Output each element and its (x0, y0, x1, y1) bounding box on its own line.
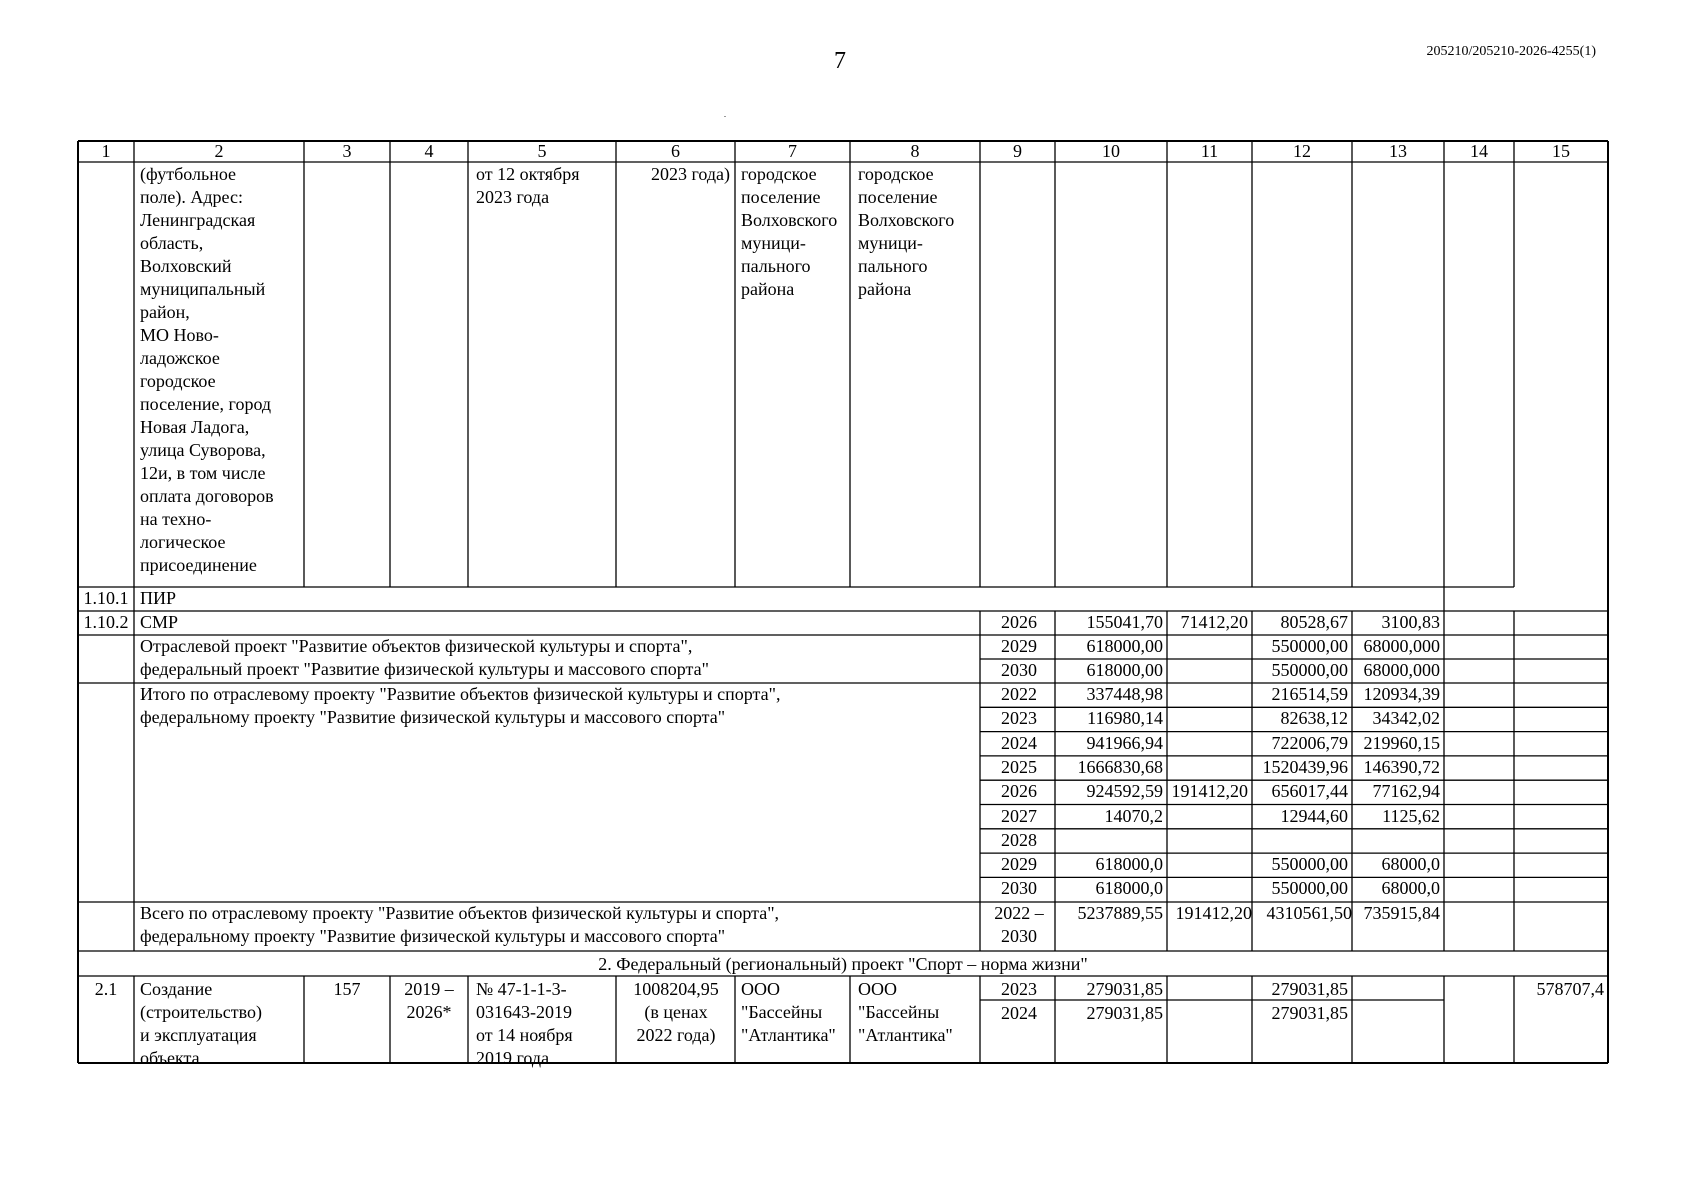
row21-year-c10-0: 279031,85 (1086, 979, 1163, 999)
itogo-row-c12-5: 12944,60 (1280, 805, 1348, 826)
itogo-row-c12-0: 216514,59 (1271, 684, 1348, 704)
itogo-row-c13-0: 120934,39 (1363, 684, 1440, 704)
header-col-15: 15 (1552, 141, 1570, 161)
sector-project-label: Отраслевой проект "Развитие объектов физической культуры и спорта", федеральный проект "Развитие физической культуры и массового спорта" (140, 636, 709, 679)
document-id: 205210/205210-2026-4255(1) (1426, 44, 1596, 59)
smr-year: 2026 (1001, 612, 1037, 632)
itogo-row-c12-8: 550000,00 (1271, 878, 1348, 899)
vsego-total: 5237889,55 (1077, 903, 1163, 923)
sector-row-c12-0: 550000,00 (1271, 636, 1348, 656)
header-col-6: 6 (671, 141, 680, 161)
header-col-13: 13 (1389, 141, 1407, 161)
sector-row-c12-1: 550000,00 (1271, 660, 1348, 680)
header-col-9: 9 (1013, 141, 1022, 161)
itogo-row-year-6: 2028 (1001, 829, 1037, 850)
header-col-4: 4 (424, 141, 434, 161)
page-number: 7 (834, 48, 846, 74)
itogo-row-c12-4: 656017,44 (1271, 781, 1348, 802)
itogo-row-c10-7: 618000,0 (1095, 854, 1163, 875)
row-2-1-col15: 578707,4 (1536, 979, 1604, 999)
row-2-1-estimate: 1008204,95 (в ценах 2022 года) (633, 979, 719, 1045)
itogo-row-c10-8: 618000,0 (1095, 878, 1163, 899)
row21-year-c10-1: 279031,85 (1086, 1003, 1163, 1023)
itogo-row-c10-5: 14070,2 (1104, 805, 1163, 826)
smr-number: 1.10.2 (83, 612, 129, 632)
section-2-heading: 2. Федеральный (региональный) проект "Спорт – норма жизни" (598, 954, 1088, 974)
row21-year-year-1: 2024 (1001, 1003, 1037, 1023)
itogo-row-c12-3: 1520439,96 (1262, 756, 1348, 777)
sector-row-c10-0: 618000,00 (1086, 636, 1163, 656)
pir-number: 1.10.1 (83, 588, 129, 608)
itogo-row-year-2: 2024 (1001, 732, 1037, 753)
itogo-row-c10-2: 941966,94 (1086, 732, 1163, 753)
itogo-label: Итого по отраслевому проекту "Развитие объектов физической культуры и спорта", федеральному проекту "Развитие физической культуры и массового спорта" (140, 684, 781, 727)
itogo-row-c10-4: 924592,59 (1086, 781, 1163, 802)
itogo-row-c12-7: 550000,00 (1271, 854, 1348, 875)
itogo-row-year-0: 2022 (1001, 684, 1037, 704)
sector-row-c10-1: 618000,00 (1086, 660, 1163, 680)
smr-regional: 80528,67 (1280, 612, 1348, 632)
sector-row-c13-1: 68000,000 (1363, 660, 1440, 680)
row-2-1-capacity: 157 (333, 979, 361, 999)
smr-label: СМР (140, 612, 179, 632)
vsego-federal: 191412,20 (1175, 903, 1252, 923)
row-2-1-developer: ООО "Бассейны "Атлантика" (858, 979, 953, 1045)
itogo-row-year-4: 2026 (1001, 781, 1037, 802)
itogo-row-year-5: 2027 (1001, 805, 1037, 826)
itogo-row-c11-4: 191412,20 (1171, 781, 1248, 802)
budget-table (78, 141, 1608, 1068)
header-col-8: 8 (910, 141, 920, 161)
vsego-years: 2022 – 2030 (994, 903, 1044, 946)
sector-row-year-1: 2030 (1001, 660, 1037, 680)
developer-cell: городское поселение Волховского муници- пального района (858, 164, 955, 299)
customer-cell: городское поселение Волховского муници- пального района (741, 164, 838, 299)
sector-row-year-0: 2029 (1001, 636, 1037, 656)
row21-year-c12-0: 279031,85 (1271, 979, 1348, 999)
itogo-row-c10-1: 116980,14 (1087, 708, 1163, 729)
itogo-row-year-3: 2025 (1001, 756, 1037, 777)
header-col-5: 5 (537, 141, 547, 161)
itogo-row-c13-3: 146390,72 (1363, 756, 1440, 777)
scan-speck (724, 116, 726, 117)
itogo-row-year-7: 2029 (1001, 854, 1037, 875)
itogo-row-c12-2: 722006,79 (1271, 732, 1348, 753)
header-col-1: 1 (101, 141, 111, 161)
itogo-row-c13-4: 77162,94 (1372, 781, 1440, 802)
header-col-3: 3 (342, 141, 352, 161)
row-2-1-description: Создание (строительство) и эксплуатация объекта (140, 979, 262, 1068)
itogo-row-c13-2: 219960,15 (1363, 732, 1440, 753)
itogo-row-year-1: 2023 (1001, 708, 1037, 729)
header-col-10: 10 (1102, 141, 1120, 161)
itogo-row-c13-7: 68000,0 (1381, 854, 1440, 875)
expertise-date-cell: от 12 октября 2023 года (476, 164, 580, 207)
smr-federal: 71412,20 (1180, 612, 1248, 632)
header-col-12: 12 (1293, 141, 1311, 161)
row21-year-year-0: 2023 (1001, 979, 1037, 999)
row-2-1-years: 2019 – 2026* (404, 979, 454, 1022)
vsego-regional: 4310561,50 (1266, 903, 1352, 923)
itogo-row-c13-5: 1125,62 (1382, 805, 1440, 826)
vsego-label: Всего по отраслевому проекту "Развитие объектов физической культуры и спорта", федеральному проекту "Развитие физической культуры и массового спорта" (140, 903, 780, 946)
itogo-row-c13-8: 68000,0 (1381, 878, 1440, 899)
header-col-11: 11 (1200, 141, 1219, 161)
itogo-row-c10-3: 1666830,68 (1077, 756, 1163, 777)
pir-label: ПИР (140, 588, 177, 608)
itogo-row-year-8: 2030 (1001, 878, 1037, 899)
itogo-row-c10-0: 337448,98 (1086, 684, 1163, 704)
header-col-7: 7 (788, 141, 797, 161)
smr-total: 155041,70 (1086, 612, 1163, 632)
header-col-2: 2 (214, 141, 224, 161)
smr-local: 3100,83 (1381, 612, 1440, 632)
row-2-1-expertise: № 47-1-1-3- 031643-2019 от 14 ноября 2019 года (476, 979, 573, 1068)
vsego-local: 735915,84 (1363, 903, 1440, 923)
header-col-14: 14 (1470, 141, 1488, 161)
object-description-cell: (футбольное поле). Адрес: Ленинградская область, Волховский муниципальный район, МО Ново- ладожское городское поселение, город Новая Ладога, улица Суворова, 12и, в том числе оплата договоров на техно- логическое присоединение (140, 164, 274, 575)
sector-row-c13-0: 68000,000 (1363, 636, 1440, 656)
row-2-1-customer: ООО "Бассейны "Атлантика" (741, 979, 836, 1045)
itogo-row-c12-1: 82638,12 (1280, 708, 1348, 729)
estimate-cell: 2023 года) (650, 164, 730, 184)
row21-year-c12-1: 279031,85 (1271, 1003, 1348, 1023)
row-2-1-number: 2.1 (94, 979, 118, 999)
itogo-row-c13-1: 34342,02 (1372, 708, 1440, 729)
